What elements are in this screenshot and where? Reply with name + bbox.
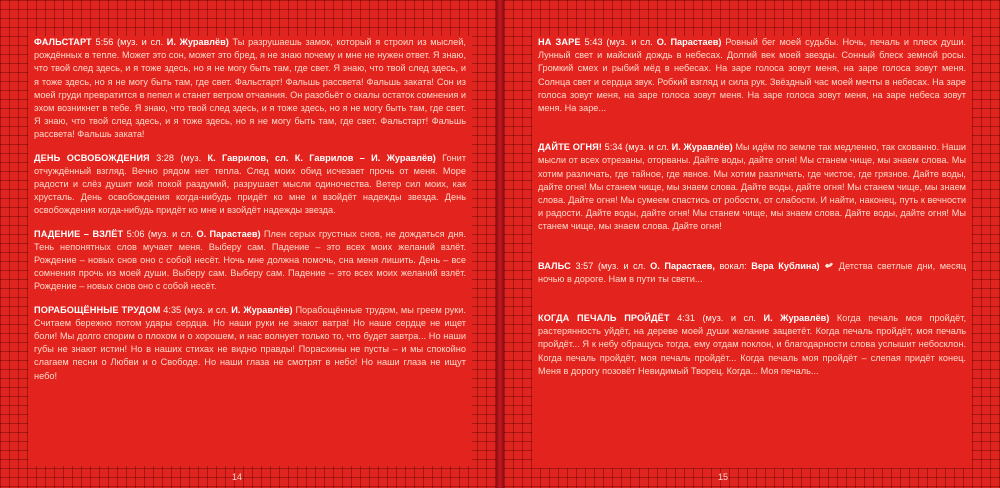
song-author: И. Журавлёв) bbox=[231, 304, 293, 315]
right-text-panel bbox=[532, 36, 972, 468]
song-lyrics: Когда печаль моя пройдёт, растерянность уйдёт, на дереве моей души желание зацветёт. Когда печаль пройдёт, моя печаль пройдёт... Я к небу обращусь тогда, ему отдам поклон, и благодарности слова услышит небосклон. Когда печаль пройдёт, моя печаль пройдёт... Когда печаль моя пройдёт – слепая придёт конец. Меня в дорогу позовёт Невидимый Творец. Когда... Моя печаль... bbox=[538, 313, 967, 376]
song-credit: (муз. и сл. bbox=[597, 260, 646, 271]
song-title: ПОРАБОЩЁННЫЕ ТРУДОМ bbox=[34, 304, 161, 315]
song-credit: (муз. и сл. bbox=[625, 142, 669, 153]
song-title: КОГДА ПЕЧАЛЬ ПРОЙДЁТ bbox=[538, 313, 670, 324]
song-title: ПАДЕНИЕ – ВЗЛЁТ bbox=[34, 228, 124, 239]
song-duration: 5:34 bbox=[604, 142, 623, 153]
song-lyrics: Мы идём по земле так медленно, так скованно. Наши мысли от всех отрезаны, оторваны. Дайте воды, дайте огня! Мы станем чище, мы знаем слова. Мы хотим различать, где тайное, где явное. Мы хотим различать, где чистое, где грязное. Дайте воды, дайте огня! Мы станем чище, мы знаем слова. Дайте воды, дайте огня! Мы станем чище, мы знаем слова. Дайте огня! Мы сумеем спастись от робости, от слабости. И найти, наконец, путь к вечности и радости. Дайте воды, дайте огня! Мы станем чище, мы знаем слова. Дайте воды, дайте огня! Мы станем чище, мы знаем слова. Дайте огня! bbox=[538, 142, 966, 232]
song-duration: 4:31 bbox=[677, 313, 695, 324]
song-entry bbox=[538, 312, 966, 378]
song-entry bbox=[538, 36, 966, 115]
song-lyrics: Ровный бег моей судьбы. Ночь, печаль и плеск души. Лунный свет и майский дождь в небесах. Долгий век моей звезды. Сонный блеск земной росы. Громкий смех и рыбий мёд в небесах. На заре голоса зовут меня, на заре голоса зовут меня. Солнца свет и сердца звук. Робкий взгляд и сила рук. Звёздный час моей мечты в небесах. На заре голоса зовут меня, на заре голоса зовут меня. На заре голоса зовут меня, на заре небеса зовут меня. На заре... bbox=[538, 37, 967, 114]
song-duration: 3:57 bbox=[575, 260, 594, 271]
song-author: К. Гаврилов, сл. К. Гаврилов – И. Журавлёв) bbox=[207, 152, 436, 163]
song-title: ДАЙТЕ ОГНЯ! bbox=[538, 142, 602, 153]
book-gutter bbox=[496, 0, 504, 488]
page-number: 14 bbox=[232, 472, 243, 482]
song-credit: (муз. и сл. bbox=[117, 37, 164, 47]
song-entry bbox=[34, 36, 466, 142]
song-vocal-credit: вокал: bbox=[719, 260, 747, 271]
song-credit: (муз. bbox=[180, 152, 202, 163]
right-page bbox=[504, 0, 1000, 488]
page-number: 15 bbox=[718, 472, 729, 482]
song-author: И. Журавлёв) bbox=[763, 313, 830, 324]
song-entry bbox=[538, 141, 966, 233]
song-lyrics: Гонит отчуждённый взгляд. Вечно рядом нет тепла. След моих обид исчезает прочь от меня. Море радости и слёз душит мой покой раздумий, разрушает мысли одиночества. Ветер сил моих, как хрусталь. День освобождения когда-нибудь придёт ко мне и взойдёт надежды звезда. День освобождения когда-нибудь придёт ко мне и взойдёт надежды звезда. bbox=[34, 152, 467, 216]
bird-ornament-icon bbox=[824, 260, 834, 270]
left-page bbox=[0, 0, 496, 488]
song-title: НА ЗАРЕ bbox=[538, 37, 581, 47]
song-author: О. Парастаев, bbox=[650, 260, 715, 271]
song-author: О. Парастаев) bbox=[196, 228, 261, 239]
song-author: И. Журавлёв) bbox=[671, 142, 733, 153]
song-lyrics: Порабощённые трудом, мы греем руки. Считаем бережно потом удары сердца. Но наши руки не знают ватра! Но наше сердце не ищет боли! Мы долго спорим о плохом и о хорошем, и нас волнует только то, что будет завтра... Но наши губы не знают истин! Но в наших стихах не видно правды! Порасхины не пусты – и мы спокойно слагаем песни о Любви и о Свободе. Но наши глаза не смотрят в небо! Но наши глаза не ищут небо! bbox=[34, 304, 466, 381]
song-credit: (муз. и сл. bbox=[606, 37, 653, 47]
song-lyrics: Плен серых грустных снов, не дождаться дня. Тень непонятных слов мучает меня. Выберу сам. Падение – это всех моих желаний взлёт. Рождение – новых снов оно с собой несёт. Ночь мне должна помочь, сна меня лишить. День – все сомнения прочь из моей души. Выберу сам. Выберу сам. Падение – это всех моих желаний взлёт. Рождение – новых снов оно с собой несёт. bbox=[34, 228, 466, 292]
song-author: И. Журавлёв) bbox=[166, 37, 229, 47]
song-duration: 5:56 bbox=[95, 37, 114, 47]
song-lyrics: Детства светлые дни, месяц ночью в дороге. Нам в пути ты свети... bbox=[538, 260, 966, 284]
song-duration: 3:28 bbox=[156, 152, 174, 163]
song-credit: (муз. и сл. bbox=[147, 228, 194, 239]
song-vocalist: Вера Кублина) bbox=[751, 260, 820, 271]
song-entry bbox=[34, 228, 466, 294]
song-duration: 4:35 bbox=[163, 304, 182, 315]
song-duration: 5:06 bbox=[126, 228, 145, 239]
song-title: ФАЛЬСТАРТ bbox=[34, 37, 92, 47]
song-credit: (муз. и сл. bbox=[184, 304, 229, 315]
song-credit: (муз. и сл. bbox=[702, 313, 756, 324]
left-text-panel bbox=[28, 36, 472, 466]
song-entry bbox=[34, 304, 466, 383]
song-title: ДЕНЬ ОСВОБОЖДЕНИЯ bbox=[34, 152, 150, 163]
song-duration: 5:43 bbox=[584, 37, 603, 47]
song-author: О. Парастаев) bbox=[656, 37, 722, 47]
song-entry bbox=[34, 152, 466, 218]
song-entry bbox=[538, 260, 966, 286]
song-title: ВАЛЬС bbox=[538, 260, 571, 271]
song-lyrics: Ты разрушаешь замок, который я строил из мыслей, рождённых в тепле. Может это сон, может это бред, я не знаю почему и мне не нужен ответ. Я знаю, что твой след здесь, и я тоже здесь, но я не могу быть там, где свет. Я знаю, что твой след здесь, и я тоже здесь, но я не могу быть там, где свет. Фальстарт! Фальшь рассвета! Фальшь заката! Сон из моей груди превратится в пепел и станет ветром отчаяния. Он разобьёт о скалы остаток сомнения и эхом возникнет в тебе. Я знаю, что твой след здесь, и я тоже здесь, но я не могу быть там, где свет. Я знаю, что твой след здесь, и я тоже здесь, но я не могу быть там, где свет. Фальстарт! Фальшь рассвета! Фальшь заката! bbox=[34, 37, 466, 140]
